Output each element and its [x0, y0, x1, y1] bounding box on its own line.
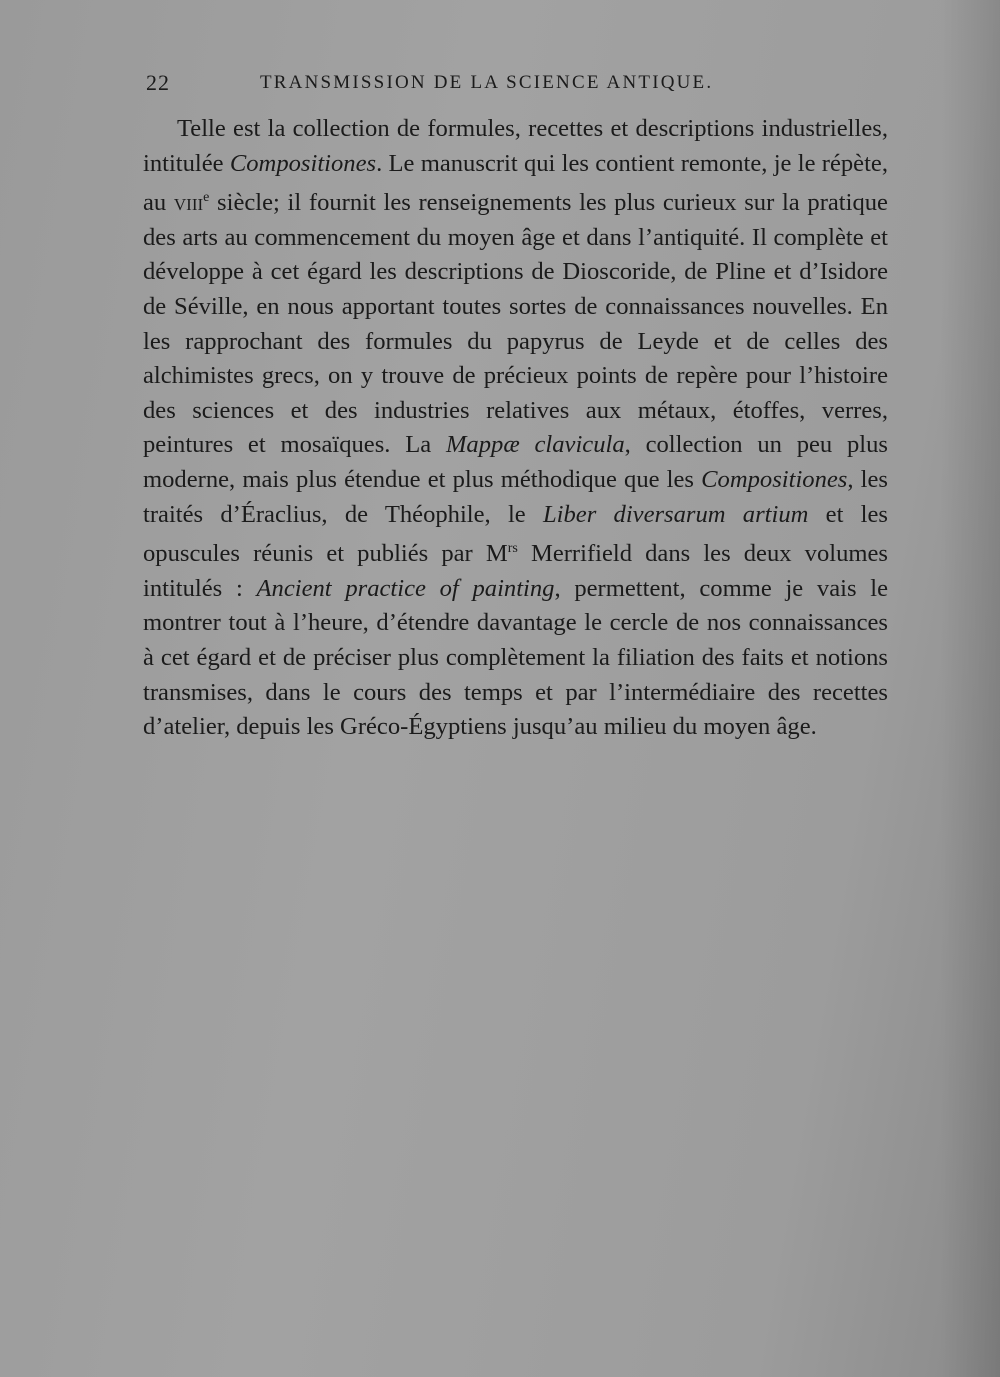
page-number: 22 — [146, 70, 170, 95]
text-run: et les opuscules réunis et publiés par M — [143, 500, 888, 568]
superscript: rs — [507, 541, 518, 557]
italic-title: Liber diversarum artium — [542, 500, 809, 528]
italic-title: Ancient practice of painting — [256, 574, 555, 602]
paragraph — [143, 112, 888, 745]
running-title: TRANSMISSION DE LA SCIENCE ANTIQUE. — [260, 72, 714, 93]
italic-title: Compositiones — [701, 465, 848, 493]
text-run: Telle est la collection de formules, recettes et descriptions industrielles, intitulée — [143, 115, 888, 177]
italic-title: Mappæ clavicula — [445, 431, 625, 459]
text-run: siècle; il fournit les renseignements les plus curieux sur la pratique des arts au commencement du moyen âge et dans l’antiquité. Il complète et développe à cet égard les descriptions de Dioscoride, de Pline et d’Isidore de Séville, en nous apportant toutes sortes de connaissances nouvelles. En les rapprochant des formules du papyrus de Leyde et de celles des alchimistes grecs, on y trouve de précieux points de repère pour l’histoire des sciences et des industries relatives aux métaux, étoffes, verres, peintures et mosaïques. La — [143, 189, 888, 459]
text-run: , les traités d’Éraclius, de Théophile, le — [143, 465, 888, 528]
body-text — [143, 112, 888, 745]
century-numeral: viii — [173, 189, 204, 217]
text-run: , collection un peu plus moderne, mais plus étendue et plus méthodique que les — [143, 431, 888, 493]
text-run: . Le manuscrit qui les contient remonte, je le répète, au — [143, 149, 888, 217]
italic-title: Compositiones — [229, 149, 377, 177]
page-edge-shadow — [940, 0, 1000, 1377]
superscript: e — [203, 190, 210, 206]
page-header — [146, 70, 786, 106]
text-run: , permettent, comme je vais le montrer tout à l’heure, d’étendre davantage le cercle de nos connaissances à cet égard et de préciser plus complètement la filiation des faits et notions transmises, dans le cours des temps et par l’intermédiaire des recettes d’atelier, depuis les Gréco-Égyptiens jusqu’au milieu du moyen âge. — [143, 574, 888, 741]
text-run: Merrifield dans les deux volumes intitulés : — [143, 540, 889, 602]
